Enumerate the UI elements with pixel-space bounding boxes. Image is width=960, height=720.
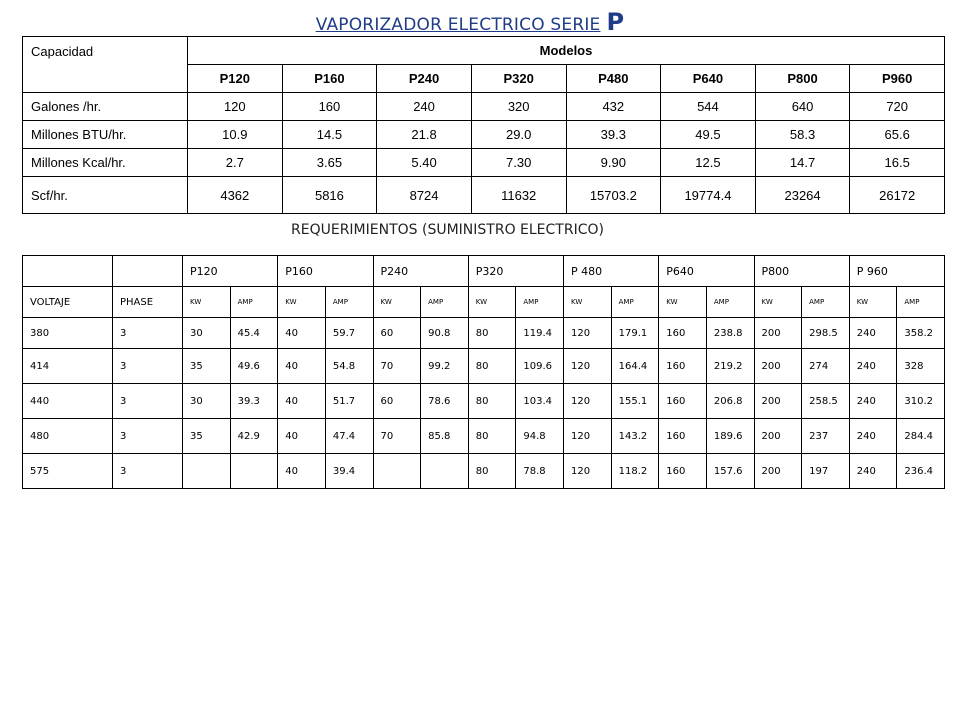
amp-cell — [230, 454, 278, 489]
kw-header: KW — [659, 287, 707, 318]
amp-cell: 49.6 — [230, 349, 278, 384]
capacity-value-cell: 720 — [850, 93, 945, 121]
amp-cell: 85.8 — [421, 419, 469, 454]
model-header-cell: P240 — [377, 65, 472, 93]
kw-cell: 160 — [659, 318, 707, 349]
capacity-value-cell: 120 — [188, 93, 283, 121]
amp-cell: 59.7 — [325, 318, 373, 349]
amp-cell: 155.1 — [611, 384, 659, 419]
amp-cell: 258.5 — [802, 384, 850, 419]
requirements-model-header: P640 — [659, 256, 754, 287]
amp-cell: 39.3 — [230, 384, 278, 419]
requirements-model-header: P 960 — [849, 256, 944, 287]
requirements-model-header: P240 — [373, 256, 468, 287]
voltage-cell: 380 — [23, 318, 113, 349]
capacity-row — [23, 149, 945, 177]
kw-cell: 120 — [564, 419, 612, 454]
kw-cell: 40 — [278, 318, 326, 349]
voltage-cell: 480 — [23, 419, 113, 454]
kw-cell: 80 — [468, 384, 516, 419]
voltage-cell: 414 — [23, 349, 113, 384]
kw-cell: 240 — [849, 419, 897, 454]
kw-cell: 40 — [278, 419, 326, 454]
requirements-model-header: P320 — [468, 256, 563, 287]
amp-cell: 164.4 — [611, 349, 659, 384]
capacity-value-cell: 65.6 — [850, 121, 945, 149]
capacity-value-cell: 23264 — [755, 177, 850, 214]
capacity-value-cell: 9.90 — [566, 149, 661, 177]
capacity-value-cell: 19774.4 — [661, 177, 756, 214]
capacity-value-cell: 3.65 — [282, 149, 377, 177]
amp-cell: 47.4 — [325, 419, 373, 454]
kw-cell: 200 — [754, 419, 802, 454]
model-header-cell: P480 — [566, 65, 661, 93]
capacity-value-cell: 15703.2 — [566, 177, 661, 214]
amp-header: AMP — [230, 287, 278, 318]
models-label: Modelos — [188, 37, 945, 65]
empty-header-cell — [23, 256, 113, 287]
capacity-value-cell: 432 — [566, 93, 661, 121]
kw-cell: 160 — [659, 454, 707, 489]
phase-header: PHASE — [113, 287, 183, 318]
kw-cell: 160 — [659, 419, 707, 454]
requirements-model-header: P 480 — [564, 256, 659, 287]
capacity-label: Capacidad — [23, 37, 188, 93]
amp-cell: 119.4 — [516, 318, 564, 349]
kw-cell: 60 — [373, 384, 421, 419]
requirements-models-row — [23, 256, 945, 287]
capacity-value-cell: 320 — [471, 93, 566, 121]
kw-cell: 40 — [278, 454, 326, 489]
amp-cell: 179.1 — [611, 318, 659, 349]
capacity-value-cell: 49.5 — [661, 121, 756, 149]
capacity-value-cell: 640 — [755, 93, 850, 121]
capacity-value-cell: 58.3 — [755, 121, 850, 149]
capacity-value-cell: 2.7 — [188, 149, 283, 177]
requirements-row — [23, 349, 945, 384]
kw-cell: 200 — [754, 349, 802, 384]
voltage-cell: 575 — [23, 454, 113, 489]
capacity-row-label: Scf/hr. — [23, 177, 188, 214]
capacity-value-cell: 4362 — [188, 177, 283, 214]
kw-header: KW — [564, 287, 612, 318]
kw-cell: 120 — [564, 384, 612, 419]
requirements-row — [23, 419, 945, 454]
amp-cell: 94.8 — [516, 419, 564, 454]
voltage-cell: 440 — [23, 384, 113, 419]
kw-cell: 240 — [849, 384, 897, 419]
capacity-value-cell: 21.8 — [377, 121, 472, 149]
amp-cell: 328 — [897, 349, 945, 384]
amp-cell: 206.8 — [706, 384, 754, 419]
kw-header: KW — [373, 287, 421, 318]
kw-cell: 120 — [564, 454, 612, 489]
amp-header: AMP — [421, 287, 469, 318]
capacity-row — [23, 93, 945, 121]
amp-cell: 298.5 — [802, 318, 850, 349]
amp-cell: 103.4 — [516, 384, 564, 419]
amp-cell: 51.7 — [325, 384, 373, 419]
capacity-value-cell: 11632 — [471, 177, 566, 214]
capacity-value-cell: 160 — [282, 93, 377, 121]
amp-header: AMP — [516, 287, 564, 318]
kw-cell: 80 — [468, 454, 516, 489]
kw-cell: 200 — [754, 384, 802, 419]
amp-cell: 219.2 — [706, 349, 754, 384]
kw-cell — [373, 454, 421, 489]
amp-cell: 78.8 — [516, 454, 564, 489]
amp-cell: 238.8 — [706, 318, 754, 349]
capacity-value-cell: 5.40 — [377, 149, 472, 177]
amp-cell: 236.4 — [897, 454, 945, 489]
kw-cell: 40 — [278, 349, 326, 384]
capacity-row-label: Galones /hr. — [23, 93, 188, 121]
phase-cell: 3 — [113, 349, 183, 384]
capacity-value-cell: 10.9 — [188, 121, 283, 149]
capacity-row-label: Millones BTU/hr. — [23, 121, 188, 149]
amp-cell: 284.4 — [897, 419, 945, 454]
model-header-cell: P320 — [471, 65, 566, 93]
kw-cell: 30 — [183, 384, 231, 419]
amp-cell: 189.6 — [706, 419, 754, 454]
capacity-value-cell: 16.5 — [850, 149, 945, 177]
amp-header: AMP — [706, 287, 754, 318]
amp-cell: 157.6 — [706, 454, 754, 489]
capacity-table — [22, 36, 945, 214]
requirements-row — [23, 318, 945, 349]
amp-header: AMP — [325, 287, 373, 318]
voltage-header: VOLTAJE — [23, 287, 113, 318]
amp-cell: 143.2 — [611, 419, 659, 454]
phase-cell: 3 — [113, 454, 183, 489]
requirements-row — [23, 454, 945, 489]
requirements-model-header: P160 — [278, 256, 373, 287]
requirements-table — [22, 255, 945, 489]
kw-cell: 160 — [659, 349, 707, 384]
capacity-value-cell: 14.7 — [755, 149, 850, 177]
kw-header: KW — [278, 287, 326, 318]
kw-header: KW — [183, 287, 231, 318]
kw-cell: 60 — [373, 318, 421, 349]
amp-header: AMP — [897, 287, 945, 318]
amp-cell: 237 — [802, 419, 850, 454]
kw-cell: 35 — [183, 419, 231, 454]
kw-cell: 80 — [468, 349, 516, 384]
capacity-value-cell: 5816 — [282, 177, 377, 214]
requirements-model-header: P800 — [754, 256, 849, 287]
model-header-cell: P800 — [755, 65, 850, 93]
capacity-value-cell: 12.5 — [661, 149, 756, 177]
kw-cell: 240 — [849, 454, 897, 489]
kw-cell: 120 — [564, 318, 612, 349]
capacity-value-cell: 240 — [377, 93, 472, 121]
amp-cell: 39.4 — [325, 454, 373, 489]
capacity-value-cell: 29.0 — [471, 121, 566, 149]
kw-cell: 70 — [373, 349, 421, 384]
kw-cell: 80 — [468, 318, 516, 349]
kw-header: KW — [468, 287, 516, 318]
kw-header: KW — [754, 287, 802, 318]
amp-header: AMP — [611, 287, 659, 318]
capacity-value-cell: 8724 — [377, 177, 472, 214]
capacity-row-label: Millones Kcal/hr. — [23, 149, 188, 177]
amp-cell: 118.2 — [611, 454, 659, 489]
kw-cell: 40 — [278, 384, 326, 419]
kw-cell: 70 — [373, 419, 421, 454]
kw-cell: 120 — [564, 349, 612, 384]
amp-cell: 54.8 — [325, 349, 373, 384]
capacity-row — [23, 177, 945, 214]
capacity-value-cell: 14.5 — [282, 121, 377, 149]
kw-cell — [183, 454, 231, 489]
amp-cell: 78.6 — [421, 384, 469, 419]
capacity-value-cell: 39.3 — [566, 121, 661, 149]
title-series-letter: P — [606, 8, 625, 36]
amp-cell: 42.9 — [230, 419, 278, 454]
requirements-row — [23, 384, 945, 419]
amp-header: AMP — [802, 287, 850, 318]
amp-cell: 99.2 — [421, 349, 469, 384]
phase-cell: 3 — [113, 384, 183, 419]
capacity-header-row — [23, 37, 945, 65]
page-title — [0, 8, 940, 36]
kw-cell: 200 — [754, 318, 802, 349]
kw-cell: 200 — [754, 454, 802, 489]
capacity-row — [23, 121, 945, 149]
amp-cell: 310.2 — [897, 384, 945, 419]
requirements-title: REQUERIMIENTOS (SUMINISTRO ELECTRICO) — [291, 222, 604, 238]
kw-cell: 35 — [183, 349, 231, 384]
kw-header: KW — [849, 287, 897, 318]
title-text: VAPORIZADOR ELECTRICO SERIE — [315, 15, 601, 35]
capacity-value-cell: 544 — [661, 93, 756, 121]
capacity-value-cell: 7.30 — [471, 149, 566, 177]
empty-header-cell — [113, 256, 183, 287]
model-header-cell: P120 — [188, 65, 283, 93]
kw-cell: 240 — [849, 318, 897, 349]
phase-cell: 3 — [113, 318, 183, 349]
amp-cell: 90.8 — [421, 318, 469, 349]
capacity-value-cell: 26172 — [850, 177, 945, 214]
amp-cell: 109.6 — [516, 349, 564, 384]
phase-cell: 3 — [113, 419, 183, 454]
kw-cell: 160 — [659, 384, 707, 419]
amp-cell: 358.2 — [897, 318, 945, 349]
model-header-cell: P640 — [661, 65, 756, 93]
amp-cell: 45.4 — [230, 318, 278, 349]
amp-cell: 197 — [802, 454, 850, 489]
model-header-cell: P160 — [282, 65, 377, 93]
amp-cell — [421, 454, 469, 489]
requirements-model-header: P120 — [183, 256, 278, 287]
kw-cell: 30 — [183, 318, 231, 349]
amp-cell: 274 — [802, 349, 850, 384]
model-header-cell: P960 — [850, 65, 945, 93]
requirements-subheader-row — [23, 287, 945, 318]
kw-cell: 80 — [468, 419, 516, 454]
kw-cell: 240 — [849, 349, 897, 384]
